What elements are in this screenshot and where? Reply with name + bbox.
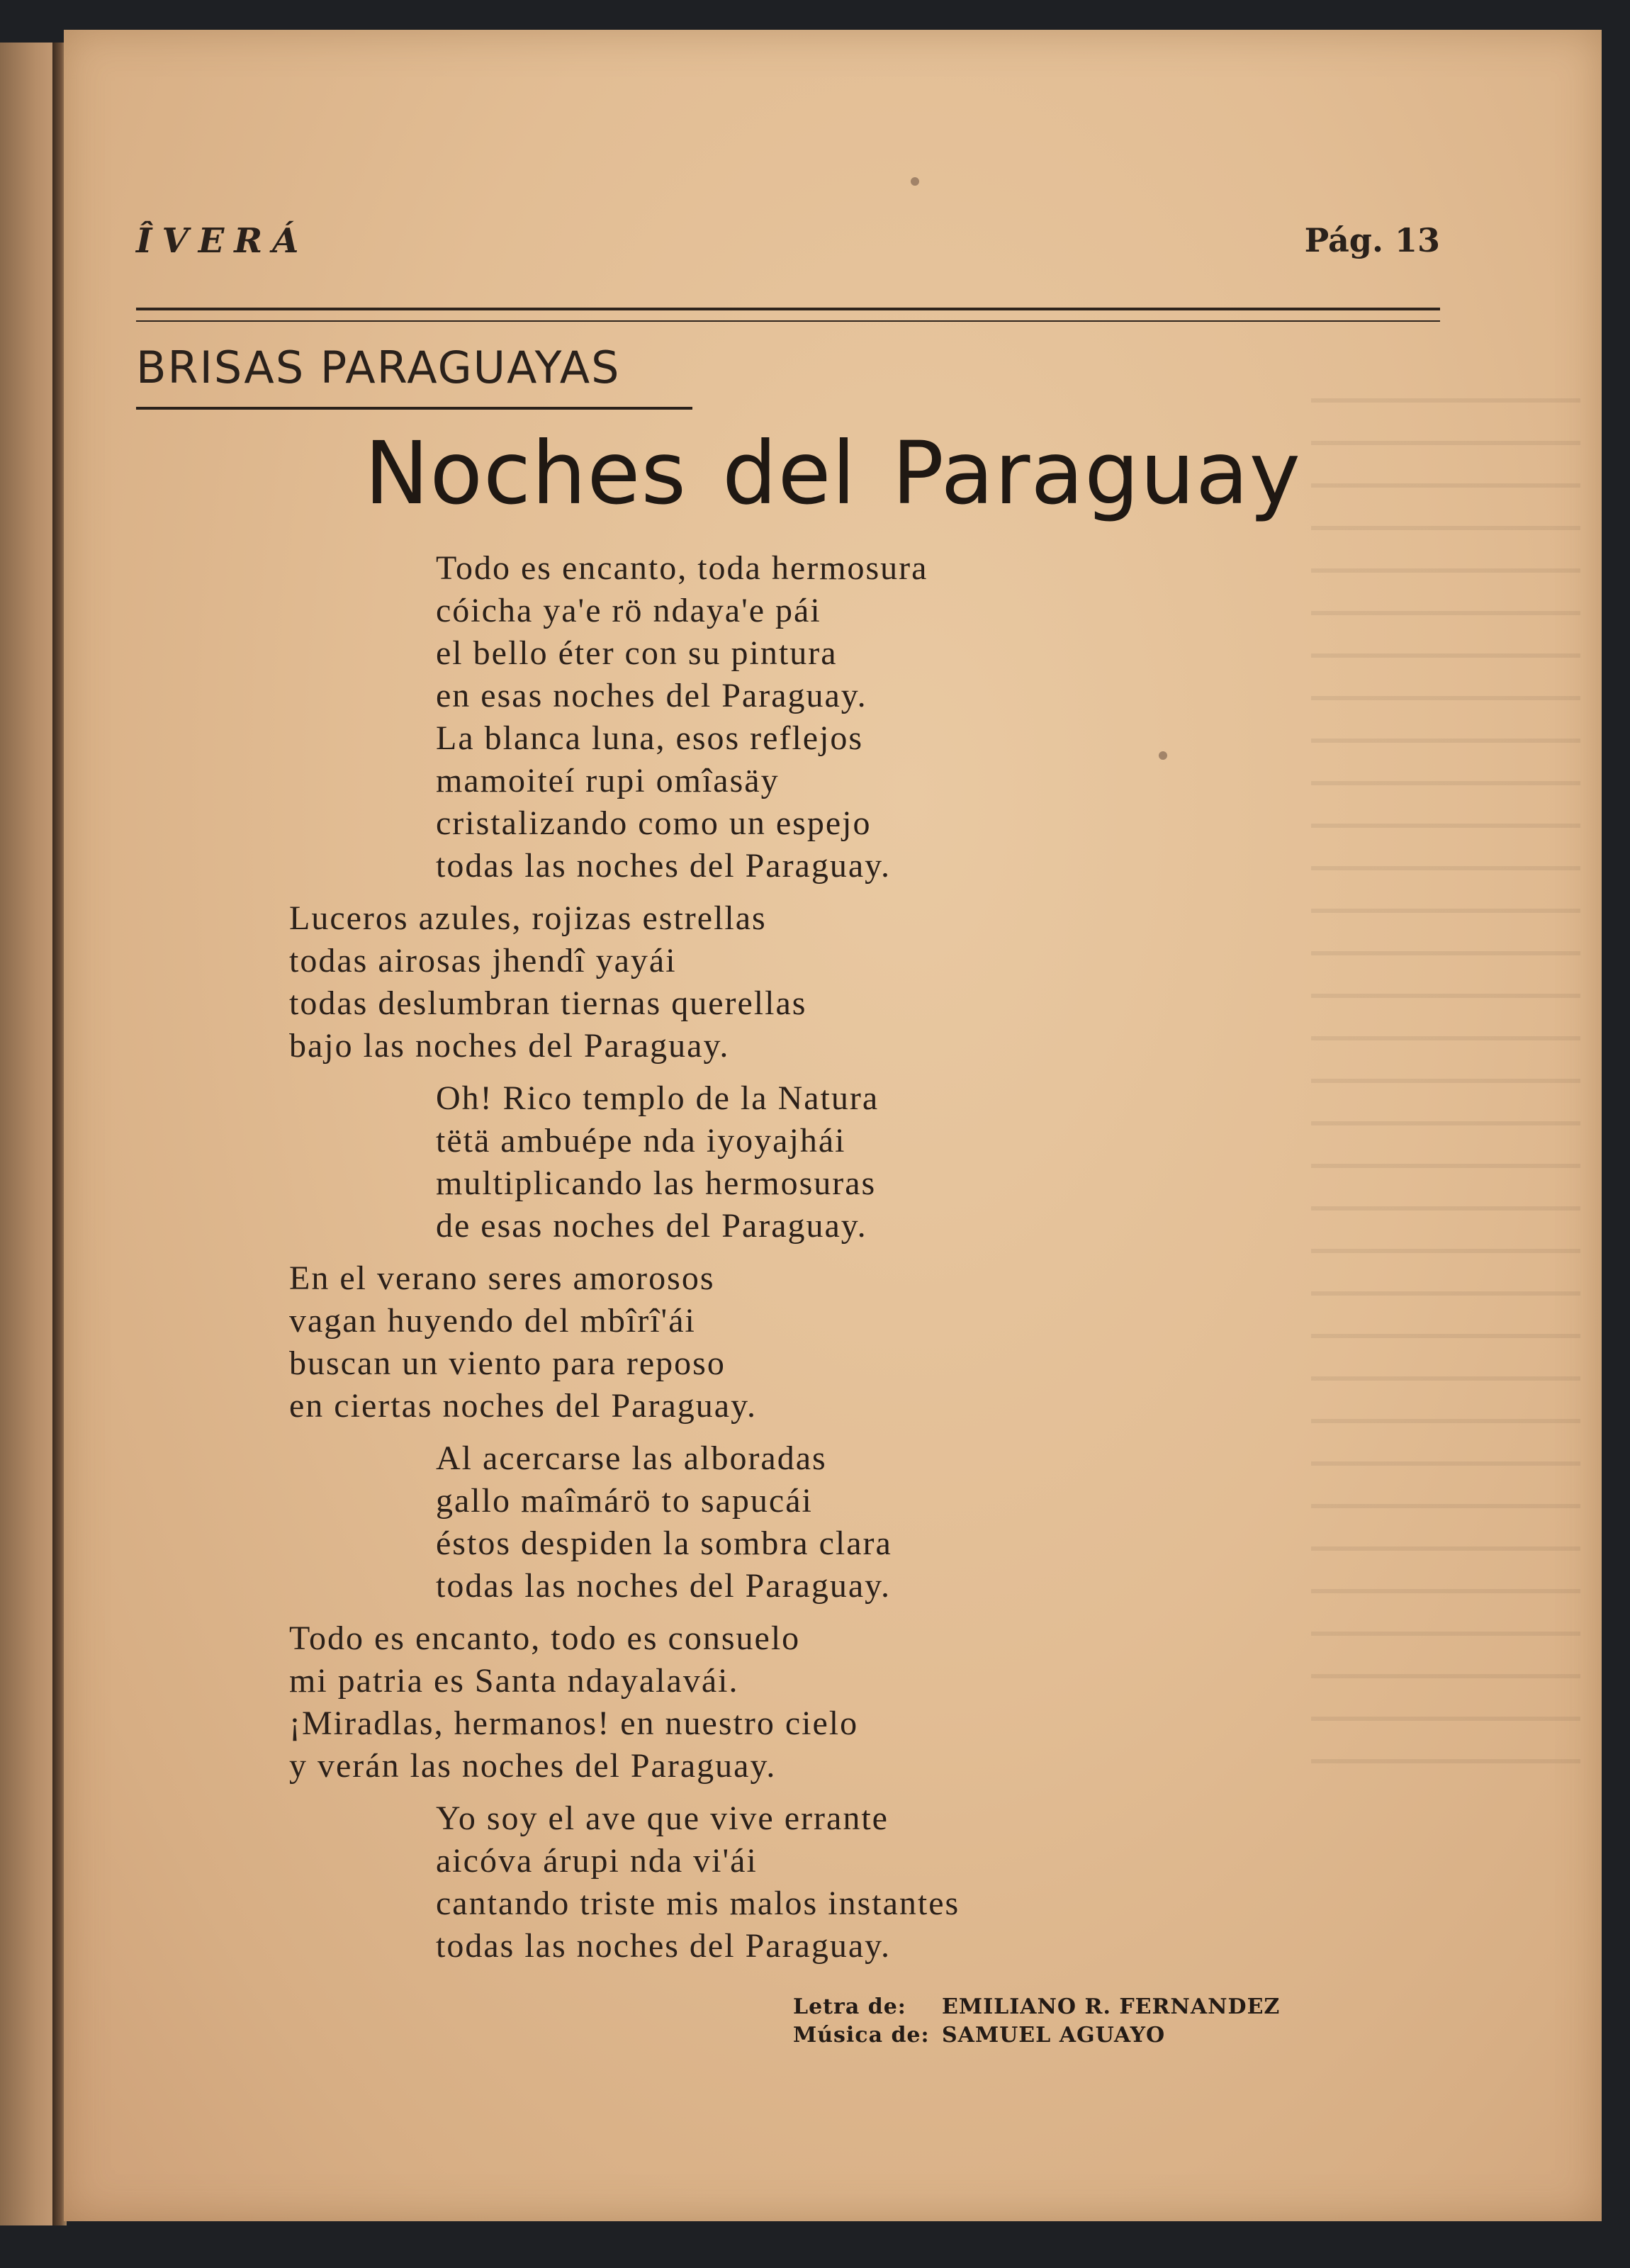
poem-line: cóicha ya'e rö ndaya'e pái bbox=[436, 592, 821, 629]
magazine-page bbox=[64, 30, 1602, 2221]
lyrics-author: EMILIANO R. FERNANDEZ bbox=[942, 1994, 1281, 2019]
poem-body bbox=[64, 30, 1602, 2221]
poem-line: Todo es encanto, todo es consuelo bbox=[289, 1619, 801, 1657]
poem-line: Luceros azules, rojizas estrellas bbox=[289, 899, 767, 937]
poem-line: Al acercarse las alboradas bbox=[436, 1439, 827, 1477]
poem-line: mi patria es Santa ndayalavái. bbox=[289, 1662, 739, 1700]
poem-line: en esas noches del Paraguay. bbox=[436, 677, 867, 714]
poem-line: todas las noches del Paraguay. bbox=[436, 847, 892, 885]
poem-line: En el verano seres amorosos bbox=[289, 1259, 715, 1297]
poem-line: todas deslumbran tiernas querellas bbox=[289, 984, 807, 1022]
poem-line: buscan un viento para reposo bbox=[289, 1344, 726, 1382]
lyrics-label: Letra de: bbox=[793, 1994, 906, 2019]
poem-line: cantando triste mis malos instantes bbox=[436, 1885, 960, 1922]
poem-line: cristalizando como un espejo bbox=[436, 804, 872, 842]
poem-line: gallo maîmárö to sapucái bbox=[436, 1482, 813, 1520]
poem-line: aicóva árupi nda vi'ái bbox=[436, 1842, 758, 1880]
title-word: Paraguay bbox=[892, 423, 1301, 524]
poem-line: éstos despiden la sombra clara bbox=[436, 1525, 892, 1562]
poem-line: todas las noches del Paraguay. bbox=[436, 1567, 892, 1605]
title-word: del bbox=[722, 423, 857, 524]
poem-line: y verán las noches del Paraguay. bbox=[289, 1747, 777, 1785]
poem-line: en ciertas noches del Paraguay. bbox=[289, 1387, 757, 1425]
section-label: BRISAS PARAGUAYAS bbox=[136, 342, 621, 393]
poem-line: el bello éter con su pintura bbox=[436, 634, 838, 672]
music-author: SAMUEL AGUAYO bbox=[942, 2023, 1166, 2048]
poem-line: mamoiteí rupi omîasäy bbox=[436, 762, 780, 799]
poem-line: tëtä ambuépe nda iyoyajhái bbox=[436, 1122, 846, 1160]
music-credit bbox=[793, 2021, 1280, 2050]
poem-line: multiplicando las hermosuras bbox=[436, 1164, 877, 1202]
poem-line: Yo soy el ave que vive errante bbox=[436, 1800, 889, 1837]
credits bbox=[793, 1993, 1280, 2050]
lyrics-credit bbox=[793, 1993, 1280, 2021]
page-number: Pág. 13 bbox=[1304, 221, 1440, 259]
journal-name: ÎVERÁ bbox=[136, 221, 309, 261]
poem-line: Oh! Rico templo de la Natura bbox=[436, 1079, 879, 1117]
poem-line: todas las noches del Paraguay. bbox=[436, 1927, 892, 1965]
poem-line: bajo las noches del Paraguay. bbox=[289, 1027, 730, 1065]
music-label: Música de: bbox=[793, 2023, 930, 2048]
poem-line: todas airosas jhendî yayái bbox=[289, 942, 677, 979]
title-word: Noches bbox=[364, 423, 687, 524]
poem-line: Todo es encanto, toda hermosura bbox=[436, 549, 928, 587]
poem-line: La blanca luna, esos reflejos bbox=[436, 719, 864, 757]
poem-line: ¡Miradlas, hermanos! en nuestro cielo bbox=[289, 1705, 859, 1742]
poem-line: de esas noches del Paraguay. bbox=[436, 1207, 867, 1245]
poem-line: vagan huyendo del mbîrî'ái bbox=[289, 1302, 696, 1340]
